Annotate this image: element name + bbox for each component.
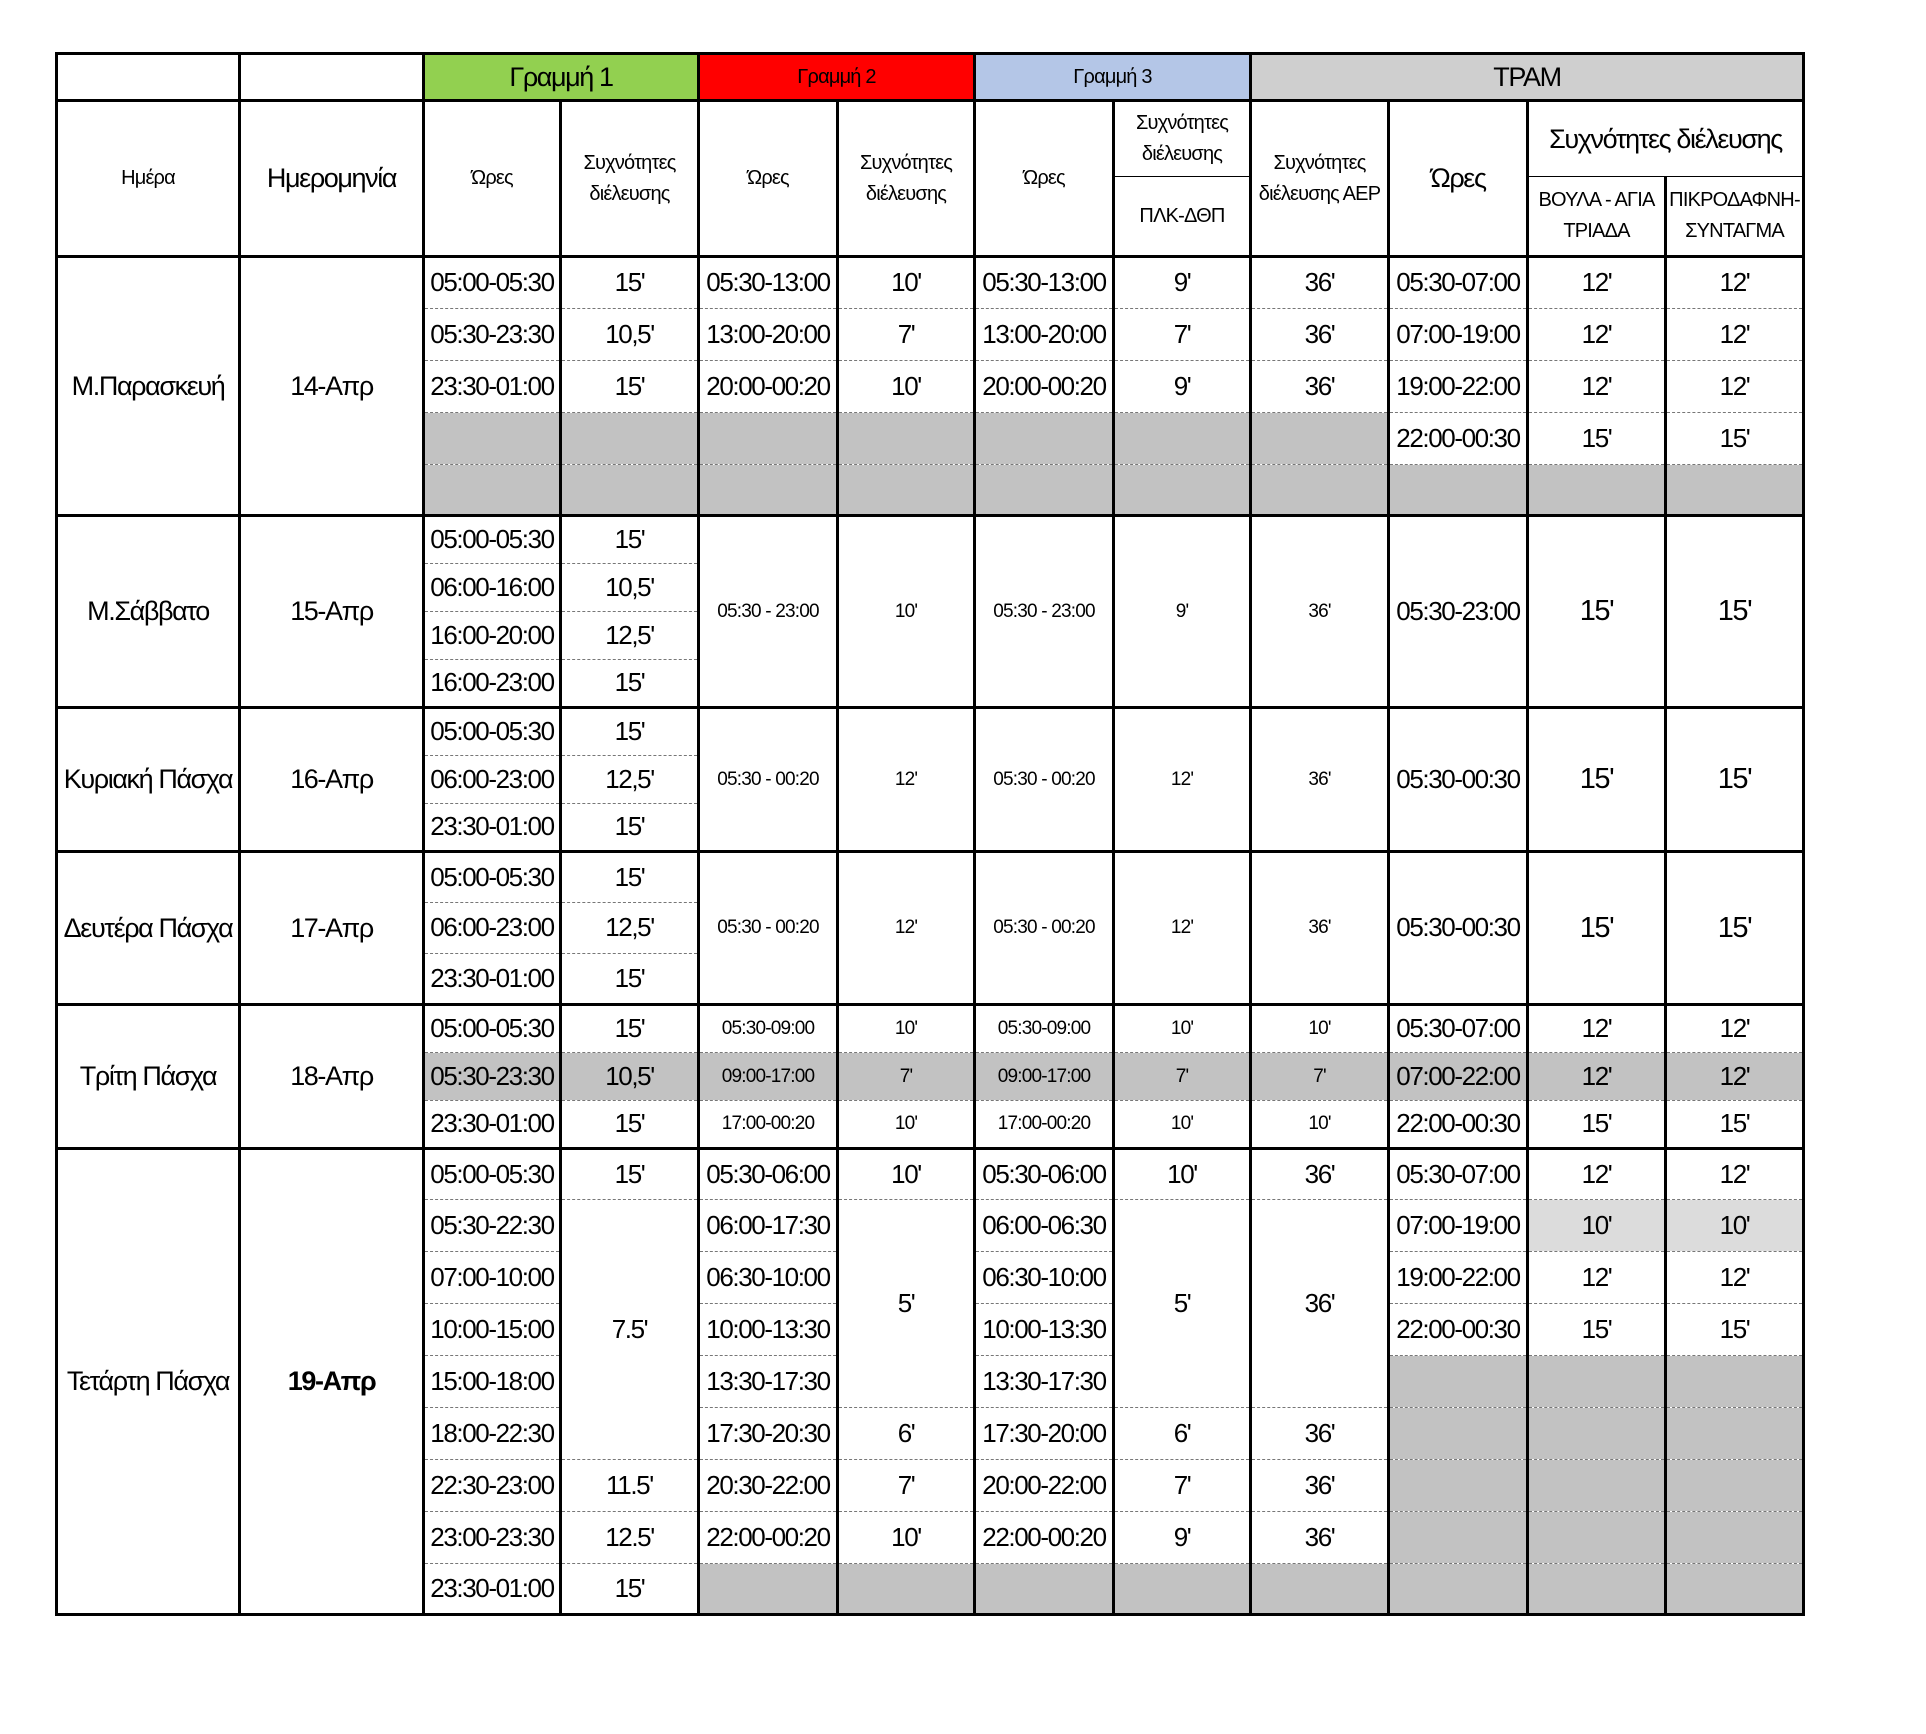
line3-hours: 22:00-00:20	[975, 1512, 1114, 1564]
empty-cell	[1251, 465, 1389, 516]
empty-cell	[1528, 1356, 1666, 1408]
empty-cell	[1528, 1512, 1666, 1564]
empty-cell	[1666, 1356, 1804, 1408]
line1-hours: 05:00-05:30	[424, 1149, 561, 1200]
aer-frequency: 36'	[1251, 708, 1389, 852]
line1-frequency: 10,5'	[561, 564, 699, 612]
tram-voula-frequency: 12'	[1528, 361, 1666, 413]
empty-cell	[1389, 1564, 1528, 1615]
line3-hours: 06:30-10:00	[975, 1252, 1114, 1304]
line1-hours: 23:30-01:00	[424, 954, 561, 1005]
line3-frequency: 10'	[1114, 1149, 1251, 1200]
line3-title: Γραμμή 3	[975, 54, 1251, 101]
empty-cell	[1528, 1564, 1666, 1615]
tram-hours: 05:30-00:30	[1389, 852, 1528, 1005]
tram-pikrodafni-frequency: 12'	[1666, 257, 1804, 309]
line1-hours: 10:00-15:00	[424, 1304, 561, 1356]
line1-hours: 05:00-05:30	[424, 708, 561, 756]
line3-frequency: 5'	[1114, 1200, 1251, 1408]
tram-hours: 05:30-23:00	[1389, 516, 1528, 708]
tram-hours: 07:00-22:00	[1389, 1053, 1528, 1101]
tram-pikrodafni-frequency: 12'	[1666, 361, 1804, 413]
tram-pikrodafni-frequency: 12'	[1666, 1252, 1804, 1304]
tram-voula-frequency: 15'	[1528, 413, 1666, 465]
line2-hours: 06:00-17:30	[699, 1200, 838, 1252]
day-date: 16-Απρ	[240, 708, 424, 852]
line-title-row	[57, 54, 1804, 101]
tram-pikrodafni-frequency: 15'	[1666, 413, 1804, 465]
line3-frequency: 12'	[1114, 708, 1251, 852]
line3-hours: 05:30 - 23:00	[975, 516, 1114, 708]
line1-hours: 07:00-10:00	[424, 1252, 561, 1304]
empty-cell	[1251, 1564, 1389, 1615]
line1-hours: 16:00-23:00	[424, 660, 561, 708]
line1-hours: 23:30-01:00	[424, 804, 561, 852]
empty-cell	[1528, 465, 1666, 516]
line3-hours: 13:30-17:30	[975, 1356, 1114, 1408]
line3-hours: 05:30-13:00	[975, 257, 1114, 309]
day-name: Τρίτη Πάσχα	[57, 1005, 240, 1149]
tram-pikrodafni-frequency: 15'	[1666, 1304, 1804, 1356]
day-date: 15-Απρ	[240, 516, 424, 708]
line2-hours: 05:30 - 00:20	[699, 852, 838, 1005]
empty-cell	[561, 465, 699, 516]
column-header-row	[57, 101, 1804, 177]
line1-frequency: 7.5'	[561, 1200, 699, 1460]
tram-pikrodafni-frequency: 12'	[1666, 1005, 1804, 1053]
schedule-table	[55, 52, 1805, 1616]
tram-pikrodafni-frequency: 15'	[1666, 852, 1804, 1005]
empty-cell	[1666, 1408, 1804, 1460]
line1-title: Γραμμή 1	[424, 54, 699, 101]
table-row	[57, 852, 1804, 903]
line2-hours: 20:30-22:00	[699, 1460, 838, 1512]
line1-frequency: 15'	[561, 257, 699, 309]
aer-frequency: 36'	[1251, 1408, 1389, 1460]
day-header: Ημέρα	[57, 101, 240, 257]
line1-frequency: 10,5'	[561, 1053, 699, 1101]
line1-frequency-header: Συχνότητες διέλευσης	[561, 101, 699, 257]
line1-hours: 16:00-20:00	[424, 612, 561, 660]
line2-hours: 22:00-00:20	[699, 1512, 838, 1564]
line2-frequency: 10'	[838, 1005, 975, 1053]
line1-frequency: 15'	[561, 660, 699, 708]
empty-cell	[838, 465, 975, 516]
line2-hours: 17:30-20:30	[699, 1408, 838, 1460]
line1-hours: 05:30-23:30	[424, 1053, 561, 1101]
line3-frequency: 10'	[1114, 1101, 1251, 1149]
line1-frequency: 12,5'	[561, 612, 699, 660]
table-row	[57, 257, 1804, 309]
line3-frequency: 12'	[1114, 852, 1251, 1005]
line3-hours: 09:00-17:00	[975, 1053, 1114, 1101]
tram-hours: 07:00-19:00	[1389, 309, 1528, 361]
aer-frequency: 36'	[1251, 1460, 1389, 1512]
tram-hours: 05:30-07:00	[1389, 257, 1528, 309]
line2-frequency: 10'	[838, 361, 975, 413]
line1-hours: 06:00-16:00	[424, 564, 561, 612]
line1-frequency: 15'	[561, 852, 699, 903]
line1-hours-header: Ώρες	[424, 101, 561, 257]
line2-frequency: 5'	[838, 1200, 975, 1408]
tram-voula-frequency: 12'	[1528, 257, 1666, 309]
tram-voula-frequency: 12'	[1528, 309, 1666, 361]
line1-hours: 06:00-23:00	[424, 756, 561, 804]
tram-voula-frequency: 15'	[1528, 1101, 1666, 1149]
empty-cell	[1114, 1564, 1251, 1615]
day-name: Δευτέρα Πάσχα	[57, 852, 240, 1005]
table-row	[57, 1149, 1804, 1200]
empty-cell	[1114, 413, 1251, 465]
line2-frequency: 10'	[838, 1149, 975, 1200]
line1-hours: 05:00-05:30	[424, 257, 561, 309]
aer-frequency: 10'	[1251, 1101, 1389, 1149]
line1-frequency: 15'	[561, 1005, 699, 1053]
aer-frequency: 36'	[1251, 361, 1389, 413]
line2-frequency: 6'	[838, 1408, 975, 1460]
aer-frequency: 10'	[1251, 1005, 1389, 1053]
tram-pikrodafni-frequency: 15'	[1666, 708, 1804, 852]
tram-hours: 07:00-19:00	[1389, 1200, 1528, 1252]
empty-cell	[699, 1564, 838, 1615]
line2-frequency: 10'	[838, 1101, 975, 1149]
empty-cell	[561, 413, 699, 465]
aer-frequency: 36'	[1251, 1512, 1389, 1564]
line3-frequency: 9'	[1114, 516, 1251, 708]
line1-frequency: 15'	[561, 708, 699, 756]
tram-voula-frequency: 15'	[1528, 516, 1666, 708]
empty-cell	[699, 413, 838, 465]
empty-cell	[1389, 1408, 1528, 1460]
empty-cell	[1666, 465, 1804, 516]
line3-hours: 05:30 - 00:20	[975, 852, 1114, 1005]
tram-title: ΤΡΑΜ	[1251, 54, 1804, 101]
tram-hours: 19:00-22:00	[1389, 1252, 1528, 1304]
empty-cell	[1666, 1460, 1804, 1512]
line1-frequency: 15'	[561, 1101, 699, 1149]
line1-hours: 15:00-18:00	[424, 1356, 561, 1408]
line3-hours: 05:30 - 00:20	[975, 708, 1114, 852]
line2-hours-header: Ώρες	[699, 101, 838, 257]
tram-voula-frequency: 10'	[1528, 1200, 1666, 1252]
line3-frequency: 9'	[1114, 361, 1251, 413]
table-row	[57, 708, 1804, 756]
line3-hours-header: Ώρες	[975, 101, 1114, 257]
line3-frequency: 10'	[1114, 1005, 1251, 1053]
line3-frequency: 7'	[1114, 1053, 1251, 1101]
empty-cell	[838, 413, 975, 465]
line3-hours: 13:00-20:00	[975, 309, 1114, 361]
line3-hours: 20:00-22:00	[975, 1460, 1114, 1512]
empty-cell	[1528, 1408, 1666, 1460]
day-name: Τετάρτη Πάσχα	[57, 1149, 240, 1615]
line1-hours: 23:30-01:00	[424, 1101, 561, 1149]
plk-dthp-header: ΠΛΚ-ΔΘΠ	[1114, 177, 1251, 257]
empty-cell	[1389, 465, 1528, 516]
tram-voula-frequency: 15'	[1528, 1304, 1666, 1356]
day-name: Μ.Σάββατο	[57, 516, 240, 708]
line3-hours: 17:00-00:20	[975, 1101, 1114, 1149]
empty-cell	[975, 1564, 1114, 1615]
tram-pikrodafni-frequency: 10'	[1666, 1200, 1804, 1252]
tram-voula-frequency: 15'	[1528, 852, 1666, 1005]
line1-hours: 18:00-22:30	[424, 1408, 561, 1460]
line1-hours: 05:00-05:30	[424, 516, 561, 564]
voula-agia-triada-header: ΒΟΥΛΑ - ΑΓΙΑ ΤΡΙΑΔΑ	[1528, 177, 1666, 257]
empty-cell	[1389, 1512, 1528, 1564]
aer-frequency: 36'	[1251, 309, 1389, 361]
blank-cell	[57, 54, 240, 101]
line2-frequency: 10'	[838, 257, 975, 309]
line1-hours: 05:00-05:30	[424, 1005, 561, 1053]
line1-frequency: 15'	[561, 1564, 699, 1615]
line1-frequency: 15'	[561, 954, 699, 1005]
aer-frequency: 36'	[1251, 516, 1389, 708]
day-date: 19-Απρ	[240, 1149, 424, 1615]
tram-pikrodafni-frequency: 12'	[1666, 1053, 1804, 1101]
tram-hours: 05:30-07:00	[1389, 1005, 1528, 1053]
day-date: 18-Απρ	[240, 1005, 424, 1149]
tram-frequency-header: Συχνότητες διέλευσης	[1528, 101, 1804, 177]
line1-frequency: 15'	[561, 516, 699, 564]
line2-hours: 05:30 - 00:20	[699, 708, 838, 852]
line3-frequency: 7'	[1114, 309, 1251, 361]
line2-hours: 20:00-00:20	[699, 361, 838, 413]
line2-hours: 05:30-13:00	[699, 257, 838, 309]
empty-cell	[1528, 1460, 1666, 1512]
table-row	[57, 1005, 1804, 1053]
aer-frequency: 36'	[1251, 1200, 1389, 1408]
line2-frequency: 7'	[838, 1053, 975, 1101]
aer-frequency-header: Συχνότητες διέλευσης ΑΕΡ	[1251, 101, 1389, 257]
line3-frequency: 9'	[1114, 1512, 1251, 1564]
empty-cell	[1114, 465, 1251, 516]
line3-frequency: 7'	[1114, 1460, 1251, 1512]
line2-frequency: 10'	[838, 516, 975, 708]
line2-hours: 13:30-17:30	[699, 1356, 838, 1408]
tram-pikrodafni-frequency: 12'	[1666, 1149, 1804, 1200]
empty-cell	[1666, 1512, 1804, 1564]
empty-cell	[1251, 413, 1389, 465]
line1-frequency: 12.5'	[561, 1512, 699, 1564]
empty-cell	[424, 465, 561, 516]
day-date: 14-Απρ	[240, 257, 424, 516]
day-name: Μ.Παρασκευή	[57, 257, 240, 516]
line2-frequency-header: Συχνότητες διέλευσης	[838, 101, 975, 257]
line1-hours: 22:30-23:00	[424, 1460, 561, 1512]
aer-frequency: 36'	[1251, 852, 1389, 1005]
line1-hours: 23:00-23:30	[424, 1512, 561, 1564]
line2-hours: 05:30 - 23:00	[699, 516, 838, 708]
tram-hours: 05:30-00:30	[1389, 708, 1528, 852]
line2-hours: 09:00-17:00	[699, 1053, 838, 1101]
line3-hours: 17:30-20:00	[975, 1408, 1114, 1460]
aer-frequency: 36'	[1251, 1149, 1389, 1200]
empty-cell	[1389, 1460, 1528, 1512]
tram-voula-frequency: 12'	[1528, 1005, 1666, 1053]
tram-hours: 05:30-07:00	[1389, 1149, 1528, 1200]
line3-hours: 10:00-13:30	[975, 1304, 1114, 1356]
line1-hours: 23:30-01:00	[424, 1564, 561, 1615]
line2-hours: 06:30-10:00	[699, 1252, 838, 1304]
tram-voula-frequency: 12'	[1528, 1053, 1666, 1101]
line1-frequency: 12,5'	[561, 903, 699, 954]
tram-voula-frequency: 15'	[1528, 708, 1666, 852]
line1-frequency: 11.5'	[561, 1460, 699, 1512]
line3-frequency-header: Συχνότητες διέλευσης	[1114, 101, 1251, 177]
line2-frequency: 7'	[838, 1460, 975, 1512]
blank-cell	[240, 54, 424, 101]
line3-hours: 05:30-06:00	[975, 1149, 1114, 1200]
day-name: Κυριακή Πάσχα	[57, 708, 240, 852]
line2-hours: 17:00-00:20	[699, 1101, 838, 1149]
line1-frequency: 12,5'	[561, 756, 699, 804]
tram-hours: 22:00-00:30	[1389, 1304, 1528, 1356]
line3-hours: 20:00-00:20	[975, 361, 1114, 413]
tram-pikrodafni-frequency: 12'	[1666, 309, 1804, 361]
line1-frequency: 15'	[561, 361, 699, 413]
empty-cell	[1666, 1564, 1804, 1615]
tram-pikrodafni-frequency: 15'	[1666, 1101, 1804, 1149]
tram-hours: 22:00-00:30	[1389, 413, 1528, 465]
line2-frequency: 12'	[838, 852, 975, 1005]
line2-frequency: 12'	[838, 708, 975, 852]
line2-hours: 05:30-09:00	[699, 1005, 838, 1053]
tram-hours: 19:00-22:00	[1389, 361, 1528, 413]
line1-frequency: 15'	[561, 804, 699, 852]
date-header: Ημερομηνία	[240, 101, 424, 257]
line2-hours: 05:30-06:00	[699, 1149, 838, 1200]
line3-hours: 06:00-06:30	[975, 1200, 1114, 1252]
aer-frequency: 7'	[1251, 1053, 1389, 1101]
pikrodafni-syntagma-header: ΠΙΚΡΟΔΑΦΝΗ- ΣΥΝΤΑΓΜΑ	[1666, 177, 1804, 257]
tram-voula-frequency: 12'	[1528, 1252, 1666, 1304]
empty-cell	[699, 465, 838, 516]
line2-hours: 13:00-20:00	[699, 309, 838, 361]
line2-hours: 10:00-13:30	[699, 1304, 838, 1356]
line2-title: Γραμμή 2	[699, 54, 975, 101]
tram-pikrodafni-frequency: 15'	[1666, 516, 1804, 708]
day-date: 17-Απρ	[240, 852, 424, 1005]
tram-voula-frequency: 12'	[1528, 1149, 1666, 1200]
empty-cell	[975, 465, 1114, 516]
tram-hours: 22:00-00:30	[1389, 1101, 1528, 1149]
aer-frequency: 36'	[1251, 257, 1389, 309]
line3-frequency: 9'	[1114, 257, 1251, 309]
empty-cell	[424, 413, 561, 465]
line1-frequency: 10,5'	[561, 309, 699, 361]
empty-cell	[1389, 1356, 1528, 1408]
line3-hours: 05:30-09:00	[975, 1005, 1114, 1053]
line1-hours: 05:30-23:30	[424, 309, 561, 361]
line1-hours: 06:00-23:00	[424, 903, 561, 954]
line1-hours: 05:00-05:30	[424, 852, 561, 903]
line2-frequency: 10'	[838, 1512, 975, 1564]
tram-hours-header: Ώρες	[1389, 101, 1528, 257]
line2-frequency: 7'	[838, 309, 975, 361]
line1-hours: 05:30-22:30	[424, 1200, 561, 1252]
line3-frequency: 6'	[1114, 1408, 1251, 1460]
table-row	[57, 516, 1804, 564]
line1-hours: 23:30-01:00	[424, 361, 561, 413]
empty-cell	[838, 1564, 975, 1615]
empty-cell	[975, 413, 1114, 465]
line1-frequency: 15'	[561, 1149, 699, 1200]
